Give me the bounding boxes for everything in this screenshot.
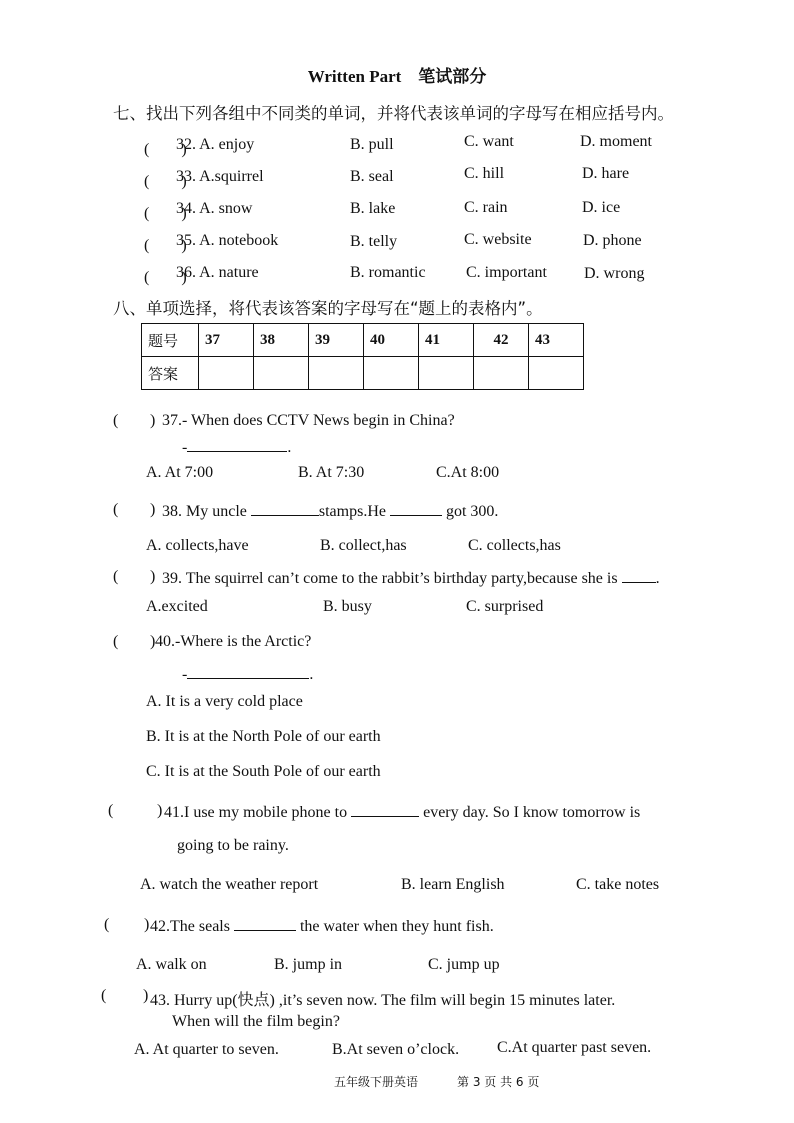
q37-option-a: A. At 7:00	[146, 464, 214, 481]
q41-paren-open[interactable]: (	[108, 802, 114, 819]
q40-paren-open[interactable]: (	[113, 633, 119, 650]
q40-stem: 40.-Where is the Arctic?	[155, 633, 312, 650]
q41-blank[interactable]	[351, 802, 419, 817]
q37-option-c: C.At 8:00	[436, 464, 500, 481]
q35-option-a: 35. A. notebook	[176, 232, 279, 249]
q37-dash: -	[182, 439, 188, 456]
q39-option-a: A.excited	[146, 598, 208, 615]
table-cell-37: 37	[199, 324, 254, 357]
table-cell-38: 38	[254, 324, 309, 357]
q41-stem-line2: going to be rainy.	[177, 837, 289, 854]
table-cell-40: 40	[364, 324, 419, 357]
q39-blank[interactable]	[622, 568, 656, 583]
q36-paren[interactable]: ( )	[144, 269, 187, 286]
q43-option-a: A. At quarter to seven.	[134, 1041, 279, 1058]
q35-option-d: D. phone	[583, 232, 642, 249]
q36-option-c: C. important	[466, 264, 547, 281]
q39-paren-close: )	[150, 568, 156, 585]
q38-stem-part3: got 300.	[445, 503, 499, 520]
q38-blank-1[interactable]	[251, 501, 319, 516]
q41-option-b: B. learn English	[401, 876, 505, 893]
q43-paren-open[interactable]: (	[101, 987, 107, 1004]
q34-option-c: C. rain	[464, 199, 508, 216]
q36-option-b: B. romantic	[350, 264, 426, 281]
answer-cell-39[interactable]	[309, 357, 364, 390]
q43-paren-close: )	[143, 987, 149, 1004]
q42-paren-open[interactable]: (	[104, 916, 110, 933]
table-header-answer: 答案	[142, 357, 199, 390]
q39-stem-text: 39. The squirrel can’t come to the rabbit’s birthday party,because she is	[162, 570, 618, 587]
q42-option-b: B. jump in	[274, 956, 343, 973]
answer-cell-42[interactable]	[474, 357, 529, 390]
q42-option-a: A. walk on	[136, 956, 207, 973]
q38-blank-2[interactable]	[390, 501, 442, 516]
q43-stem-line1: 43. Hurry up(快点) ,it’s seven now. The film will begin 15 minutes later.	[150, 992, 616, 1009]
q36-option-d: D. wrong	[584, 265, 645, 282]
q32-option-b: B. pull	[350, 136, 394, 153]
q34-option-d: D. ice	[582, 199, 621, 216]
q38-option-b: B. collect,has	[320, 537, 407, 554]
q40-option-b: B. It is at the North Pole of our earth	[146, 728, 381, 745]
q40-paren-close: )	[150, 633, 156, 650]
q34-option-b: B. lake	[350, 200, 396, 217]
table-header-number: 题号	[142, 324, 199, 357]
q40-blank[interactable]	[187, 664, 309, 679]
answer-cell-38[interactable]	[254, 357, 309, 390]
q41-paren-close: )	[157, 802, 163, 819]
table-cell-42: 42	[474, 324, 529, 357]
q38-paren-open[interactable]: (	[113, 501, 119, 518]
q40-period: .	[309, 666, 314, 683]
q36-option-a: 36. A. nature	[176, 264, 259, 281]
answer-table	[141, 323, 584, 390]
answer-cell-40[interactable]	[364, 357, 419, 390]
q40-option-c: C. It is at the South Pole of our earth	[146, 763, 381, 780]
q40-answer-line	[182, 664, 313, 684]
q42-stem	[150, 916, 494, 936]
q32-option-c: C. want	[464, 133, 514, 150]
q37-stem: 37.- When does CCTV News begin in China?	[162, 412, 455, 429]
q32-paren[interactable]: ( )	[144, 141, 187, 158]
q33-option-c: C. hill	[464, 165, 505, 182]
footer-page-number: 第 3 页 共 6 页	[457, 1075, 540, 1089]
table-cell-41: 41	[419, 324, 474, 357]
q39-period: .	[655, 570, 660, 587]
q39-option-b: B. busy	[323, 598, 372, 615]
q38-stem-part2: stamps.He	[318, 503, 386, 520]
q42-blank[interactable]	[234, 916, 296, 931]
q32-option-a: 32. A. enjoy	[176, 136, 255, 153]
footer-grade: 五年级下册英语	[334, 1075, 419, 1089]
q41-option-c: C. take notes	[576, 876, 660, 893]
q43-option-b: B.At seven o’clock.	[332, 1041, 460, 1058]
q38-stem-part1: 38. My uncle	[162, 503, 247, 520]
q34-paren[interactable]: ( )	[144, 205, 187, 222]
q42-stem-part1: 42.The seals	[150, 918, 230, 935]
section-8-heading: 八、单项选择，将代表该答案的字母写在“题上的表格内”。	[113, 299, 543, 318]
page-title: Written Part 笔试部分	[307, 67, 487, 86]
q32-option-d: D. moment	[580, 133, 652, 150]
q35-option-c: C. website	[464, 231, 532, 248]
answer-cell-37[interactable]	[199, 357, 254, 390]
q40-dash: -	[182, 666, 188, 683]
q37-option-b: B. At 7:30	[298, 464, 365, 481]
q42-stem-part2: the water when they hunt fish.	[299, 918, 494, 935]
q42-paren-close: )	[144, 916, 150, 933]
answer-cell-41[interactable]	[419, 357, 474, 390]
q37-period: .	[287, 439, 292, 456]
q37-paren-open[interactable]: (	[113, 412, 119, 429]
q39-option-c: C. surprised	[466, 598, 544, 615]
q41-stem-line1	[164, 802, 640, 822]
q41-option-a: A. watch the weather report	[140, 876, 319, 893]
q43-option-c: C.At quarter past seven.	[497, 1039, 652, 1056]
q38-stem	[162, 501, 498, 521]
q37-answer-line	[182, 437, 291, 457]
q39-stem	[162, 568, 660, 588]
q42-option-c: C. jump up	[428, 956, 500, 973]
q33-option-a: 33. A.squirrel	[176, 168, 264, 185]
table-cell-39: 39	[309, 324, 364, 357]
q37-paren-close: )	[150, 412, 156, 429]
q43-stem-line2: When will the film begin?	[172, 1013, 340, 1030]
q35-paren[interactable]: ( )	[144, 237, 187, 254]
q41-stem-part2: every day. So I know tomorrow is	[423, 804, 641, 821]
q37-blank[interactable]	[187, 437, 287, 452]
q35-option-b: B. telly	[350, 233, 398, 250]
q33-option-b: B. seal	[350, 168, 394, 185]
q34-option-a: 34. A. snow	[176, 200, 253, 217]
q41-stem-part1: 41.I use my mobile phone to	[164, 804, 348, 821]
q38-option-a: A. collects,have	[146, 537, 249, 554]
q38-paren-close: )	[150, 501, 156, 518]
q33-option-d: D. hare	[582, 165, 630, 182]
q40-option-a: A. It is a very cold place	[146, 693, 303, 710]
answer-cell-43[interactable]	[529, 357, 584, 390]
table-cell-43: 43	[529, 324, 584, 357]
section-7-heading: 七、找出下列各组中不同类的单词，并将代表该单词的字母写在相应括号内。	[113, 104, 674, 123]
q38-option-c: C. collects,has	[468, 537, 561, 554]
q33-paren[interactable]: ( )	[144, 173, 187, 190]
q39-paren-open[interactable]: (	[113, 568, 119, 585]
